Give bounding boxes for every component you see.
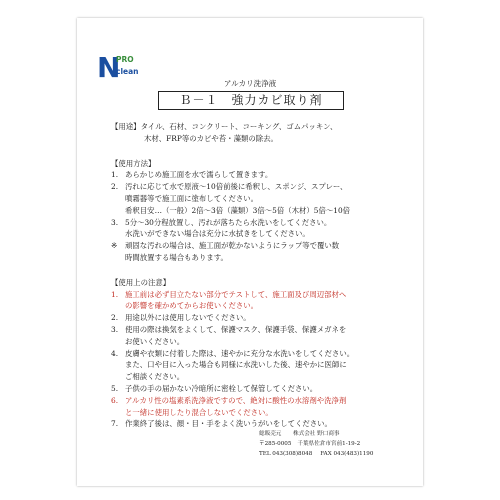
- step-text: 水洗いができない場合は充分に水拭きをしてください。: [125, 229, 310, 239]
- product-title: Ｂ－１ 強力カビ取り剤: [158, 91, 344, 110]
- usage-section: [111, 121, 411, 145]
- seller-address: 千葉県佐倉市宮前1-19-2: [297, 440, 361, 447]
- logo-top-text: PRO: [116, 55, 134, 64]
- seller-label: 総販売元: [259, 431, 282, 437]
- document-sheet: [77, 18, 423, 486]
- step-number: 3.: [111, 217, 119, 227]
- product-category: アルカリ洗浄液: [223, 79, 277, 88]
- seller-tel: TEL 043(308)8048: [259, 450, 313, 457]
- note-text: 時間放置する場合もあります。: [125, 252, 228, 262]
- step-text: あらかじめ施工面を水で濡らして置きます。: [125, 170, 273, 180]
- seller-fax: FAX 043(483)1190: [320, 450, 374, 457]
- seller-company: 株式会社 野口商事: [293, 431, 340, 437]
- caution-text: 皮膚や衣類に付着した際は、速やかに充分な水洗いをしてください。: [125, 348, 355, 358]
- usage-line: 【用途】タイル、石材、コンクリート、コーキング、ゴムパッキン、: [111, 122, 338, 131]
- step-text: 噴霧器等で施工面に塗布してください。: [125, 193, 259, 203]
- caution-number: 7.: [111, 419, 119, 429]
- document-body: [111, 121, 411, 430]
- caution-number: 6.: [111, 395, 119, 405]
- step-text: 5分～30分程放置し、汚れが落ちたら水洗いをしてください。: [125, 217, 332, 227]
- caution-text: 子供の手の届かない冷暗所に密栓して保管してください。: [125, 383, 318, 393]
- caution-number: 2.: [111, 313, 119, 323]
- step-number: 2.: [111, 182, 119, 192]
- caution-text: 用途以外には使用しないでください。: [125, 313, 251, 323]
- caution-text: 施工前は必ず目立たない部分でテストして、施工面及び周辺部材へ: [125, 289, 347, 299]
- seller-postal: 〒285-0005: [259, 440, 292, 447]
- section-header: 【使用上の注意】: [111, 277, 171, 287]
- step-text: 汚れに応じて水で原液～10倍前後に希釈し、スポンジ、スプレー、: [125, 182, 348, 192]
- caution-text: ご相談ください。: [125, 372, 185, 382]
- caution-number: 3.: [111, 324, 119, 334]
- section-header: 【使用方法】: [111, 158, 156, 168]
- method-section: [111, 158, 411, 264]
- note-text: 頑固な汚れの場合は、施工面が乾かないようにラップ等で覆い数: [125, 241, 340, 251]
- logo-bottom-text: clean: [116, 67, 139, 76]
- caution-text: の影響を確かめてからお使いください。: [125, 301, 259, 311]
- caution-text: お使いください。: [125, 336, 185, 346]
- caution-number: 4.: [111, 348, 119, 358]
- caution-text: また、口や目に入った場合も同様に水洗いした後、速やかに医師に: [125, 360, 347, 370]
- usage-line: 木材、FRP等のカビや苔・藻類の除去。: [144, 133, 278, 143]
- caution-text: 作業終了後は、顔・目・手をよく洗いうがいをしてください。: [125, 419, 332, 429]
- caution-number: 5.: [111, 383, 119, 393]
- caution-section: [111, 277, 411, 430]
- caution-number: 1.: [111, 289, 119, 299]
- note-mark: ※: [111, 241, 118, 251]
- dilution-guide: 希釈目安…（一般）2倍～3倍（藻類）3倍～5倍（木材）5倍～10倍: [125, 205, 351, 215]
- seller-info: [259, 430, 373, 459]
- caution-text: アルカリ性の塩素系洗浄液ですので、絶対に酸性の水溶剤や洗浄剤: [125, 395, 347, 405]
- caution-text: 使用の際は換気をよくして、保護マスク、保護手袋、保護メガネを: [125, 324, 347, 334]
- caution-text: と一緒に使用したり混合しないでください。: [125, 407, 273, 417]
- logo-letter: N: [97, 51, 121, 84]
- step-number: 1.: [111, 170, 119, 180]
